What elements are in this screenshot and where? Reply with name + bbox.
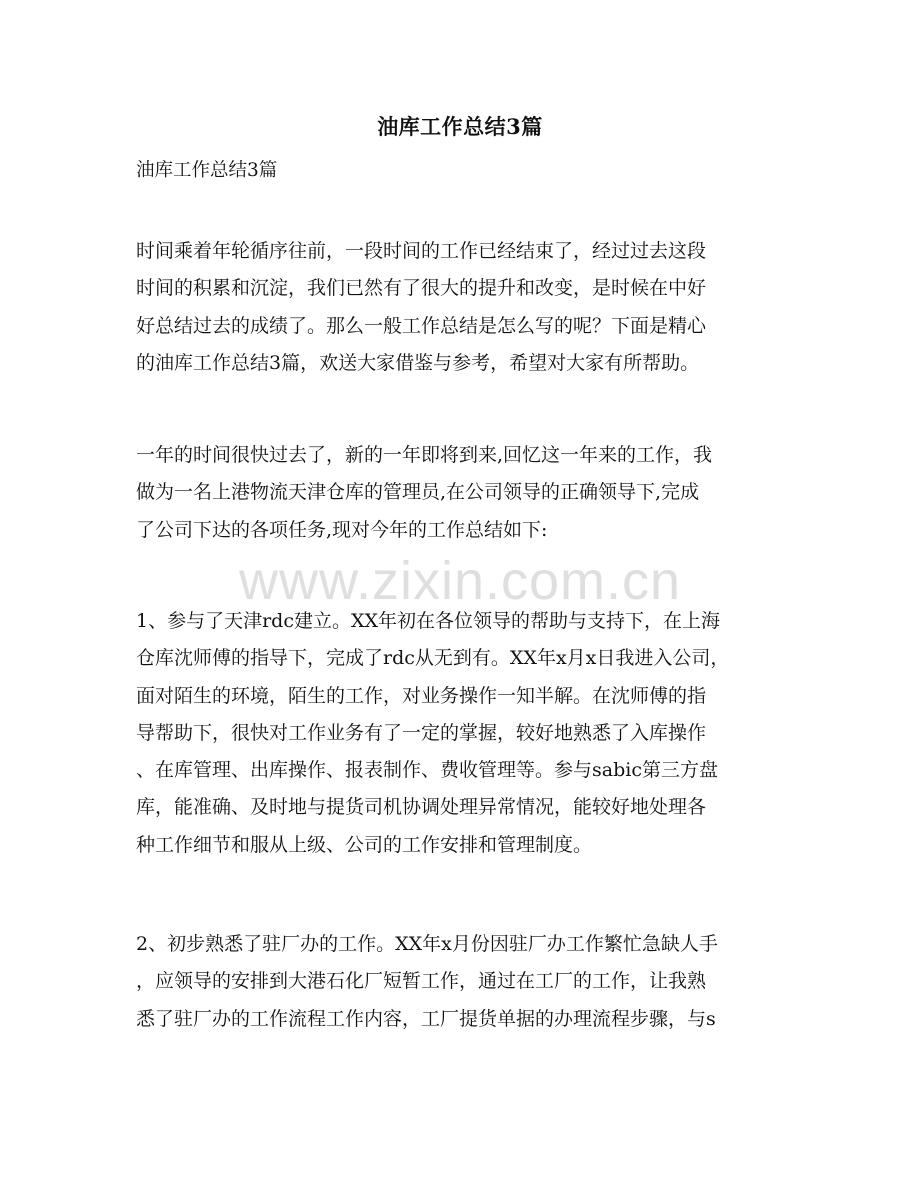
paragraph-line: 时间乘着年轮循序往前，一段时间的工作已经结束了，经过过去这段 <box>136 240 707 262</box>
paragraph-overview <box>136 437 784 549</box>
watermark: www.zixin.com.cn <box>238 551 682 611</box>
paragraph-line: 做为一名上港物流天津仓库的管理员,在公司领导的正确领导下,完成 <box>136 481 700 504</box>
paragraph-line: ，应领导的安排到大港石化厂短暂工作，通过在工厂的工作，让我熟 <box>136 970 707 993</box>
paragraph-line: 一年的时间很快过去了，新的一年即将到来,回忆这一年来的工作，我 <box>136 444 713 466</box>
paragraph-line: 面对陌生的环境，陌生的工作，对业务操作一知半解。在沈师傅的指 <box>136 684 707 707</box>
paragraph-line: 1、参与了天津rdc建立。XX年初在各位领导的帮助与支持下，在上海 <box>136 610 721 632</box>
paragraph-line: 、在库管理、出库操作、报表制作、费收管理等。参与sabic第三方盘 <box>136 759 718 782</box>
paragraph-line: 库，能准确、及时地与提货司机协调处理异常情况，能较好地处理各 <box>136 796 707 819</box>
paragraph-line: 悉了驻厂办的工作流程工作内容，工厂提货单据的办理流程步骤，与s <box>136 1007 716 1030</box>
paragraph-line: 种工作细节和服从上级、公司的工作安排和管理制度。 <box>136 833 593 856</box>
paragraph-line: 2、初步熟悉了驻厂办的工作。XX年x月份因驻厂办工作繁忙急缺人手 <box>136 933 718 955</box>
document-title: 油库工作总结3篇 <box>377 114 543 139</box>
paragraph-line: 仓库沈师傅的指导下，完成了rdc从无到有。XX年x月x日我进入公司， <box>136 647 730 670</box>
paragraph-line: 时间的积累和沉淀，我们已然有了很大的提升和改变，是时候在中好 <box>136 277 707 300</box>
paragraph-line: 导帮助下，很快对工作业务有了一定的掌握，较好地熟悉了入库操作 <box>136 721 707 744</box>
paragraph-line: 好总结过去的成绩了。那么一般工作总结是怎么写的呢？下面是精心 <box>136 314 707 337</box>
paragraph-line: 了公司下达的各项任务,现对今年的工作总结如下: <box>136 518 548 541</box>
paragraph-line: 的油库工作总结3篇，欢送大家借鉴与参考，希望对大家有所帮助。 <box>136 351 700 374</box>
document-subtitle: 油库工作总结3篇 <box>136 160 278 181</box>
paragraph-item-2 <box>136 926 784 1038</box>
paragraph-item-1 <box>136 603 784 864</box>
paragraph-intro <box>136 233 784 382</box>
